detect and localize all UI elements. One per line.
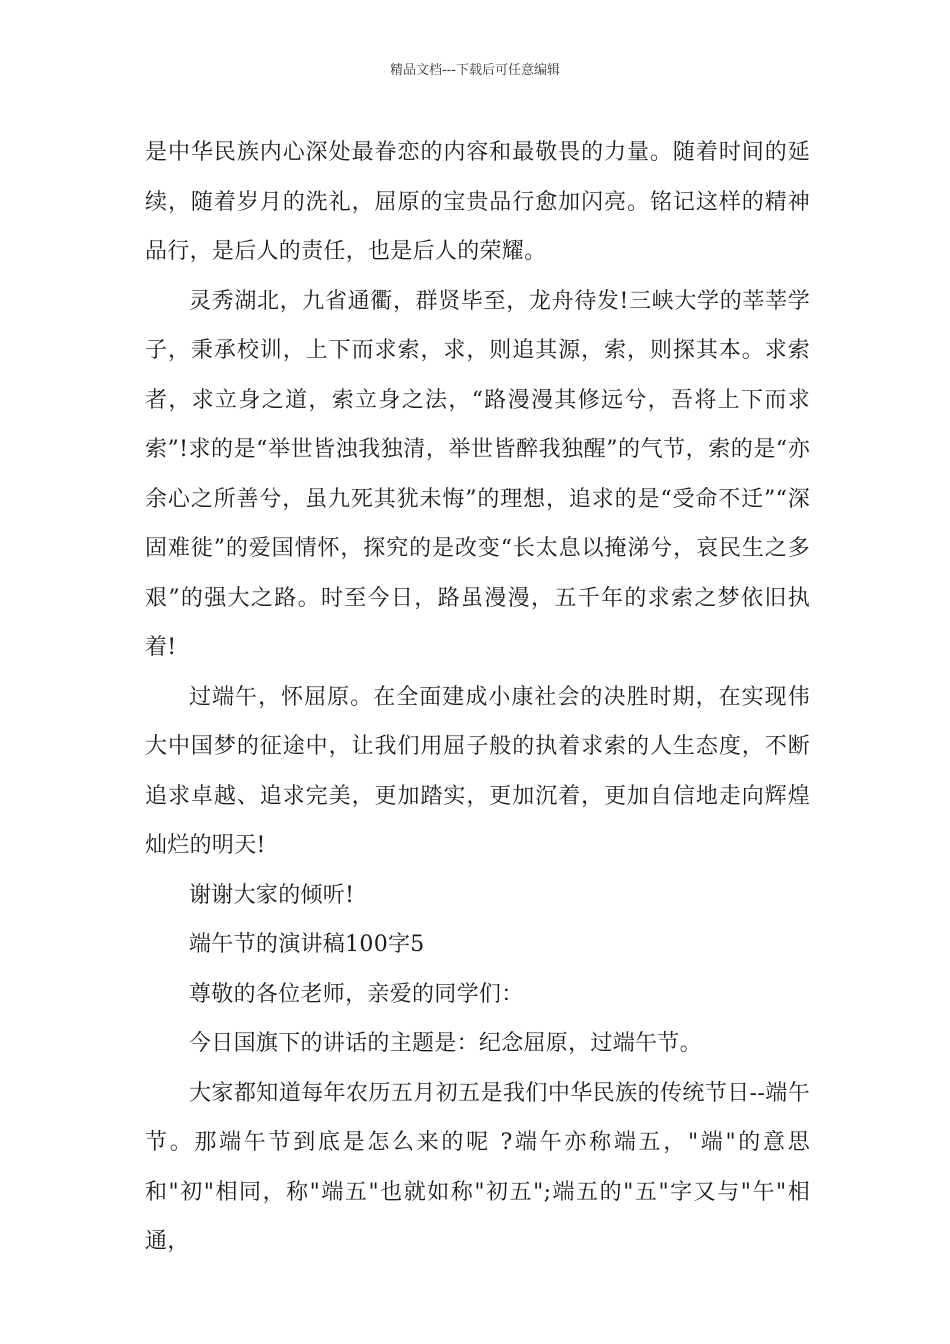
document-body [145, 128, 810, 1267]
section-heading: 端午节的演讲稿100字5 [189, 932, 425, 957]
page-header: 精品文档---下载后可任意编辑 [389, 63, 561, 78]
paragraph-2: 灵秀湖北，九省通衢，群贤毕至，龙舟待发!三峡大学的莘莘学子，秉承校训，上下而求索，求，则追其源，索，则探其本。求索者，求立身之道，索立身之法，“路漫漫其修远兮，吾将上下而求索”!求的是“举世皆浊我独清，举世皆醉我独醒”的气节，索的是“亦余心之所善兮，虽九死其犹未悔”的理想，追求的是“受命不迁”“深固难徙”的爱国情怀，探究的是改变“长太息以掩涕兮，哀民生之多艰”的强大之路。时至今日，路虽漫漫，五千年的求索之梦依旧执着! [145, 288, 810, 660]
paragraph-1: 是中华民族内心深处最眷恋的内容和最敬畏的力量。随着时间的延续，随着岁月的洗礼，屈原的宝贵品行愈加闪亮。铭记这样的精神品行，是后人的责任，也是后人的荣耀。 [145, 140, 810, 264]
paragraph-3: 过端午，怀屈原。在全面建成小康社会的决胜时期，在实现伟大中国梦的征途中，让我们用屈子般的执着求索的人生态度，不断追求卓越、追求完美，更加踏实，更加沉着，更加自信地走向辉煌灿烂的明天! [145, 684, 810, 858]
paragraph-4: 谢谢大家的倾听! [189, 882, 355, 908]
paragraph-8: 大家都知道每年农历五月初五是我们中华民族的传统节日--端午节。那端午节到底是怎么来的呢 ?端午亦称端五，"端"的意思和"初"相同，称"端五"也就如称"初五";端五的"五"字又与"午"相通， [145, 1080, 810, 1254]
salutation: 尊敬的各位老师，亲爱的同学们： [189, 981, 524, 1007]
paragraph-7: 今日国旗下的讲话的主题是：纪念屈原，过端午节。 [189, 1031, 702, 1056]
